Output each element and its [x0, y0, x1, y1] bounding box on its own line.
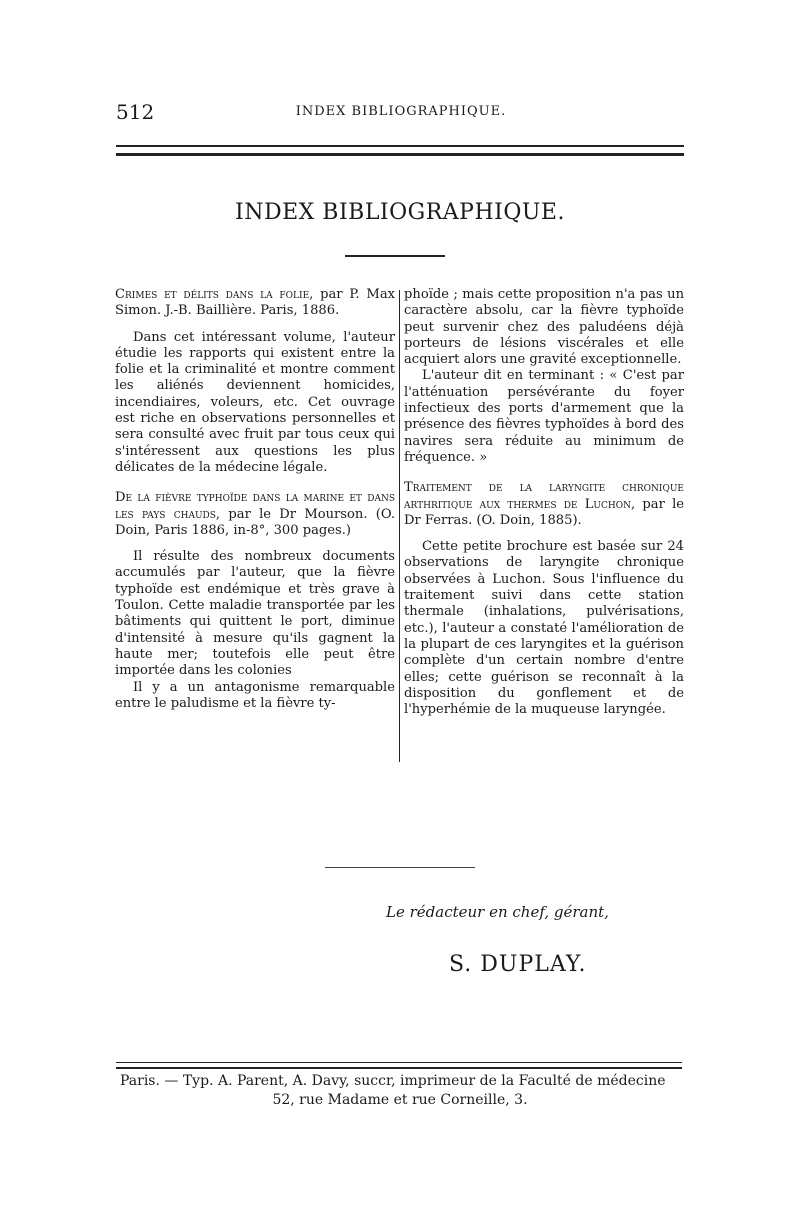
closing-rule [325, 867, 475, 868]
imprint-rule [116, 1062, 682, 1069]
page-number: 512 [116, 100, 155, 124]
entry-crimes-delits [115, 287, 395, 320]
entry-laryngite [404, 480, 684, 529]
header-rule [116, 145, 684, 156]
entry-body: Dans cet intéressant volume, l'auteur étudie les rapports qui existent entre la folie et la criminalité et montre comment les aliénés deviennent homicides, incendiaires, voleurs, etc. Cet ouvrage est riche en observations personnelles et sera consulté avec fruit par tous ceux qui s'intéressent aux questions les plus délicates de la médecine légale. [115, 329, 395, 475]
entry-fievre-typhoide [115, 490, 395, 539]
page-title: INDEX BIBLIOGRAPHIQUE. [235, 200, 565, 225]
entry-title: De la fièvre typhoïde dans la marine et dans les pays chauds, [115, 490, 395, 522]
entry-body-continued: phoïde ; mais cette proposition n'a pas un caractère absolu, car la fièvre typhoïde peut survenir chez des paludéens déjà porteurs de lésions viscérales et elle acquiert alors une gravité exceptionnelle. [404, 287, 684, 368]
page-header [116, 100, 686, 130]
entry-reference: par le Dr Mourson. (O. Doin, Paris 1886, in-8°, 300 pages.) [115, 506, 396, 538]
entry-conclusion: L'auteur dit en terminant : « C'est par l'atténuation persévérante du foyer infectieux des ports d'armement que la présence des fièvres typhoïdes à bord des navires sera réduite au minimum de fréquence. » [404, 368, 684, 465]
entry-body: Il résulte des nombreux documents accumulés par l'auteur, que la fièvre typhoïde est endémique et très grave à Toulon. Cette maladie transportée par les bâtiments qui quittent le port, diminue d'intensité à mesure qu'ils gagnent la haute mer; toutefois elle peut être importée dans les colonies [115, 549, 395, 679]
left-column [115, 287, 395, 712]
editor-role: Le rédacteur en chef, gérant, [386, 903, 609, 921]
title-rule [345, 255, 445, 257]
imprint-line-2: 52, rue Madame et rue Corneille, 3. [272, 1092, 528, 1108]
entry-reference: par le Dr Ferras. (O. Doin, 1885). [404, 496, 684, 528]
entry-title: Crimes et délits dans la folie, [115, 287, 314, 302]
entry-title: Traitement de la laryngite chronique arthritique aux thermes de Luchon, [404, 480, 684, 512]
entry-reference: par P. Max Simon. J.-B. Baillière. Paris, 1886. [115, 287, 396, 319]
entry-body: Cette petite brochure est basée sur 24 observations de laryngite chronique observées à Luchon. Sous l'influence du traitement suivi dans cette station thermale (inhalations, pulvérisations, etc.), l'auteur a constaté l'amélioration de la plupart de ces laryngites et la guérison complète d'un certain nombre d'entre elles; cette guérison se reconnaît à la disposition du gonflement et de l'hyperhémie de la muqueuse laryngée. [404, 539, 684, 718]
column-divider [399, 290, 400, 762]
imprint-line-1: Paris. — Typ. A. Parent, A. Davy, succr, imprimeur de la Faculté de médecine [120, 1073, 666, 1089]
right-column [404, 287, 684, 718]
entry-body: Il y a un antagonisme remarquable entre le paludisme et la fièvre ty- [115, 679, 395, 711]
running-head: INDEX BIBLIOGRAPHIQUE. [295, 104, 507, 119]
editor-name: S. DUPLAY. [449, 952, 587, 977]
